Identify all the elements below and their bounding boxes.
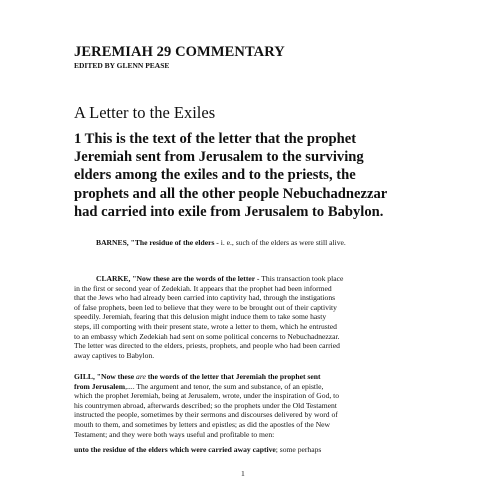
page-number: 1 bbox=[241, 469, 245, 478]
clarke-line: The letter was directed to the elders, priests, prophets, and people who had been carried bbox=[74, 341, 340, 351]
document-subtitle: EDITED BY GLENN PEASE bbox=[74, 61, 170, 70]
verse-line: Jeremiah sent from Jerusalem to the surviving bbox=[74, 149, 364, 166]
verse-text bbox=[74, 130, 474, 221]
verse-line: 1 This is the text of the letter that the prophet bbox=[74, 131, 357, 147]
gill-commentary bbox=[74, 372, 434, 439]
gill-text: ,.... The argument and tenor, the sum and substance, of an epistle, bbox=[125, 381, 324, 391]
clarke-line: to an embassy which Zedekiah had sent on some political concerns to Nebuchadnezzar. bbox=[74, 331, 340, 341]
verse-line: elders among the exiles and to the priests, the bbox=[74, 167, 356, 184]
gill-label-italic: are bbox=[136, 372, 146, 381]
clarke-line: steps, ill comporting with their present state, wrote a letter to them, which he entrusted bbox=[74, 321, 337, 331]
gill-label: from Jerusalem bbox=[74, 381, 126, 391]
barnes-label: BARNES, "The residue of the elders - bbox=[96, 238, 221, 247]
gill-line: which the prophet Jeremiah, being at Jerusalem, wrote, under the inspiration of God, to bbox=[74, 391, 340, 401]
barnes-text: i. e., such of the elders as were still alive. bbox=[220, 238, 346, 247]
final-line-bold: unto the residue of the elders which were carried away captive bbox=[74, 445, 276, 454]
clarke-line: away captives to Babylon. bbox=[74, 350, 155, 360]
clarke-label: CLARKE, "Now these are the words of the letter - bbox=[96, 274, 262, 283]
clarke-commentary bbox=[74, 274, 434, 360]
section-heading: A Letter to the Exiles bbox=[74, 103, 216, 122]
gill-label: GILL, "Now these bbox=[74, 372, 137, 381]
verse-line: prophets and all the other people Nebuchadnezzar bbox=[74, 185, 388, 202]
verse-line: had carried into exile from Jerusalem to Babylon. bbox=[74, 203, 384, 220]
clarke-text: This transaction took place bbox=[261, 274, 344, 283]
clarke-line: speedily. Jeremiah, fearing that this delusion might induce them to take some hasty bbox=[74, 312, 327, 322]
clarke-line: of false prophets, been led to believe that they were to be brought out of their captivity bbox=[74, 302, 337, 312]
final-line-text: ; some perhaps bbox=[275, 445, 322, 454]
final-commentary-line bbox=[74, 445, 434, 455]
barnes-commentary bbox=[74, 238, 434, 248]
gill-label: the words of the letter that Jeremiah the prophet sent bbox=[145, 372, 321, 381]
gill-line: his countrymen abroad, afterwards described; so the prophets under the Old Testament bbox=[74, 400, 337, 410]
gill-line: instructed the people, sometimes by their sermons and discourses delivered by word of bbox=[74, 410, 338, 420]
gill-line: Testament; and they were both ways useful and profitable to men: bbox=[74, 429, 275, 439]
gill-line: mouth to them, and sometimes by letters and epistles; as did the apostles of the New bbox=[74, 419, 331, 429]
clarke-line: that the Jews who had already been carried into captivity had, through the instigations bbox=[74, 293, 336, 303]
clarke-line: in the first or second year of Zedekiah. It appears that the prophet had been informed bbox=[74, 283, 332, 293]
document-title: JEREMIAH 29 COMMENTARY bbox=[74, 44, 285, 60]
